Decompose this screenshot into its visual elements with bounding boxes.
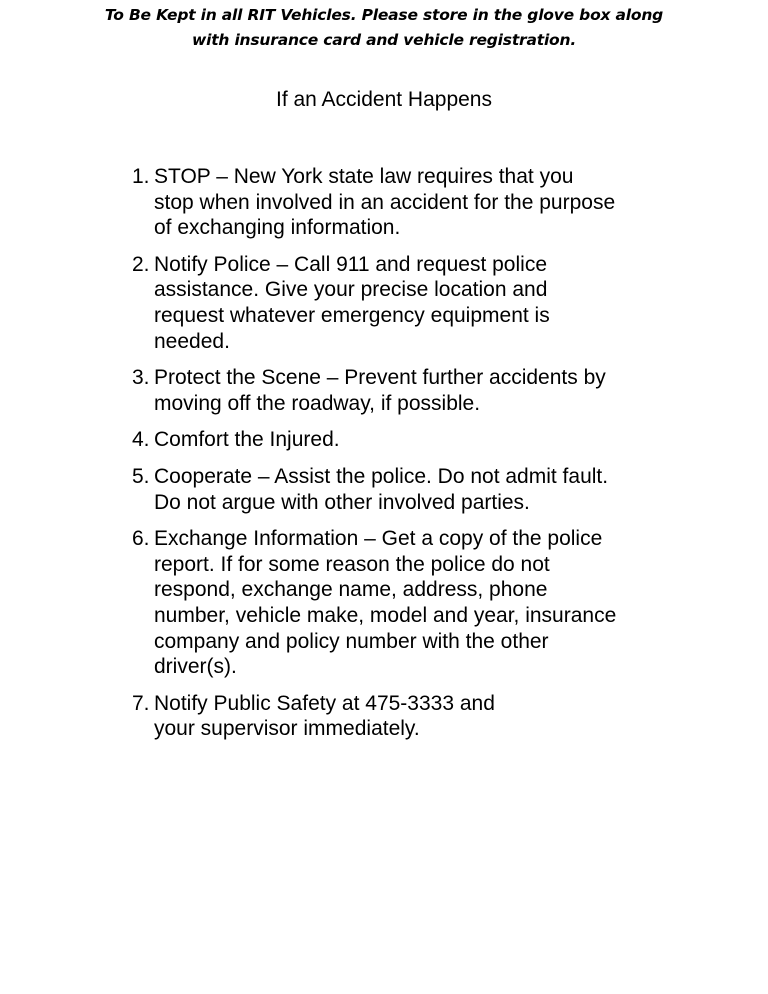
step-line: needed.	[154, 329, 230, 353]
accident-steps-list	[132, 164, 662, 753]
step-number: 2.	[132, 252, 150, 276]
step-line: of exchanging information.	[154, 216, 401, 240]
step-line: Exchange Information – Get a copy of the police	[154, 527, 603, 551]
step-line: Protect the Scene – Prevent further accidents by	[154, 366, 606, 390]
step-line: Cooperate – Assist the police. Do not admit fault.	[154, 464, 609, 488]
step-number: 4.	[132, 428, 150, 452]
step-line: respond, exchange name, address, phone	[154, 578, 548, 602]
step-text	[154, 252, 662, 354]
step-text	[154, 691, 662, 742]
list-item-step-2	[132, 252, 662, 354]
step-line: company and policy number with the other	[154, 629, 549, 653]
list-item-step-6	[132, 526, 662, 680]
step-line: Comfort the Injured.	[154, 428, 340, 452]
step-text	[154, 365, 662, 416]
step-text	[154, 464, 662, 515]
list-item-step-4	[132, 427, 662, 453]
step-line: Do not argue with other involved parties.	[154, 490, 530, 514]
step-line: report. If for some reason the police do not	[154, 552, 550, 576]
step-line: STOP – New York state law requires that you	[154, 165, 574, 188]
step-line: moving off the roadway, if possible.	[154, 391, 481, 415]
storage-notice-line-2: with insurance card and vehicle registration.	[191, 31, 577, 49]
step-text	[154, 526, 662, 680]
list-item-step-5	[132, 464, 662, 515]
step-line: Notify Police – Call 911 and request police	[154, 252, 548, 276]
step-line: Notify Public Safety at 475-3333 and	[154, 691, 495, 715]
step-number: 5.	[132, 464, 150, 488]
step-text	[154, 427, 662, 453]
page-title: If an Accident Happens	[276, 88, 492, 111]
step-line: assistance. Give your precise location and	[154, 278, 548, 302]
list-item-step-1	[132, 164, 662, 241]
step-number: 6.	[132, 527, 150, 551]
step-number: 7.	[132, 691, 150, 715]
storage-notice	[0, 3, 768, 53]
step-number: 1.	[132, 165, 150, 188]
step-line: driver(s).	[154, 655, 237, 679]
step-number: 3.	[132, 366, 150, 390]
list-item-step-7	[132, 691, 662, 742]
step-text	[154, 164, 662, 241]
step-line: number, vehicle make, model and year, insurance	[154, 603, 617, 627]
step-line: request whatever emergency equipment is	[154, 303, 550, 327]
step-line: your supervisor immediately.	[154, 717, 420, 741]
step-line: stop when involved in an accident for the purpose	[154, 190, 616, 214]
list-item-step-3	[132, 365, 662, 416]
storage-notice-line-1: To Be Kept in all RIT Vehicles. Please store in the glove box along	[104, 6, 664, 24]
